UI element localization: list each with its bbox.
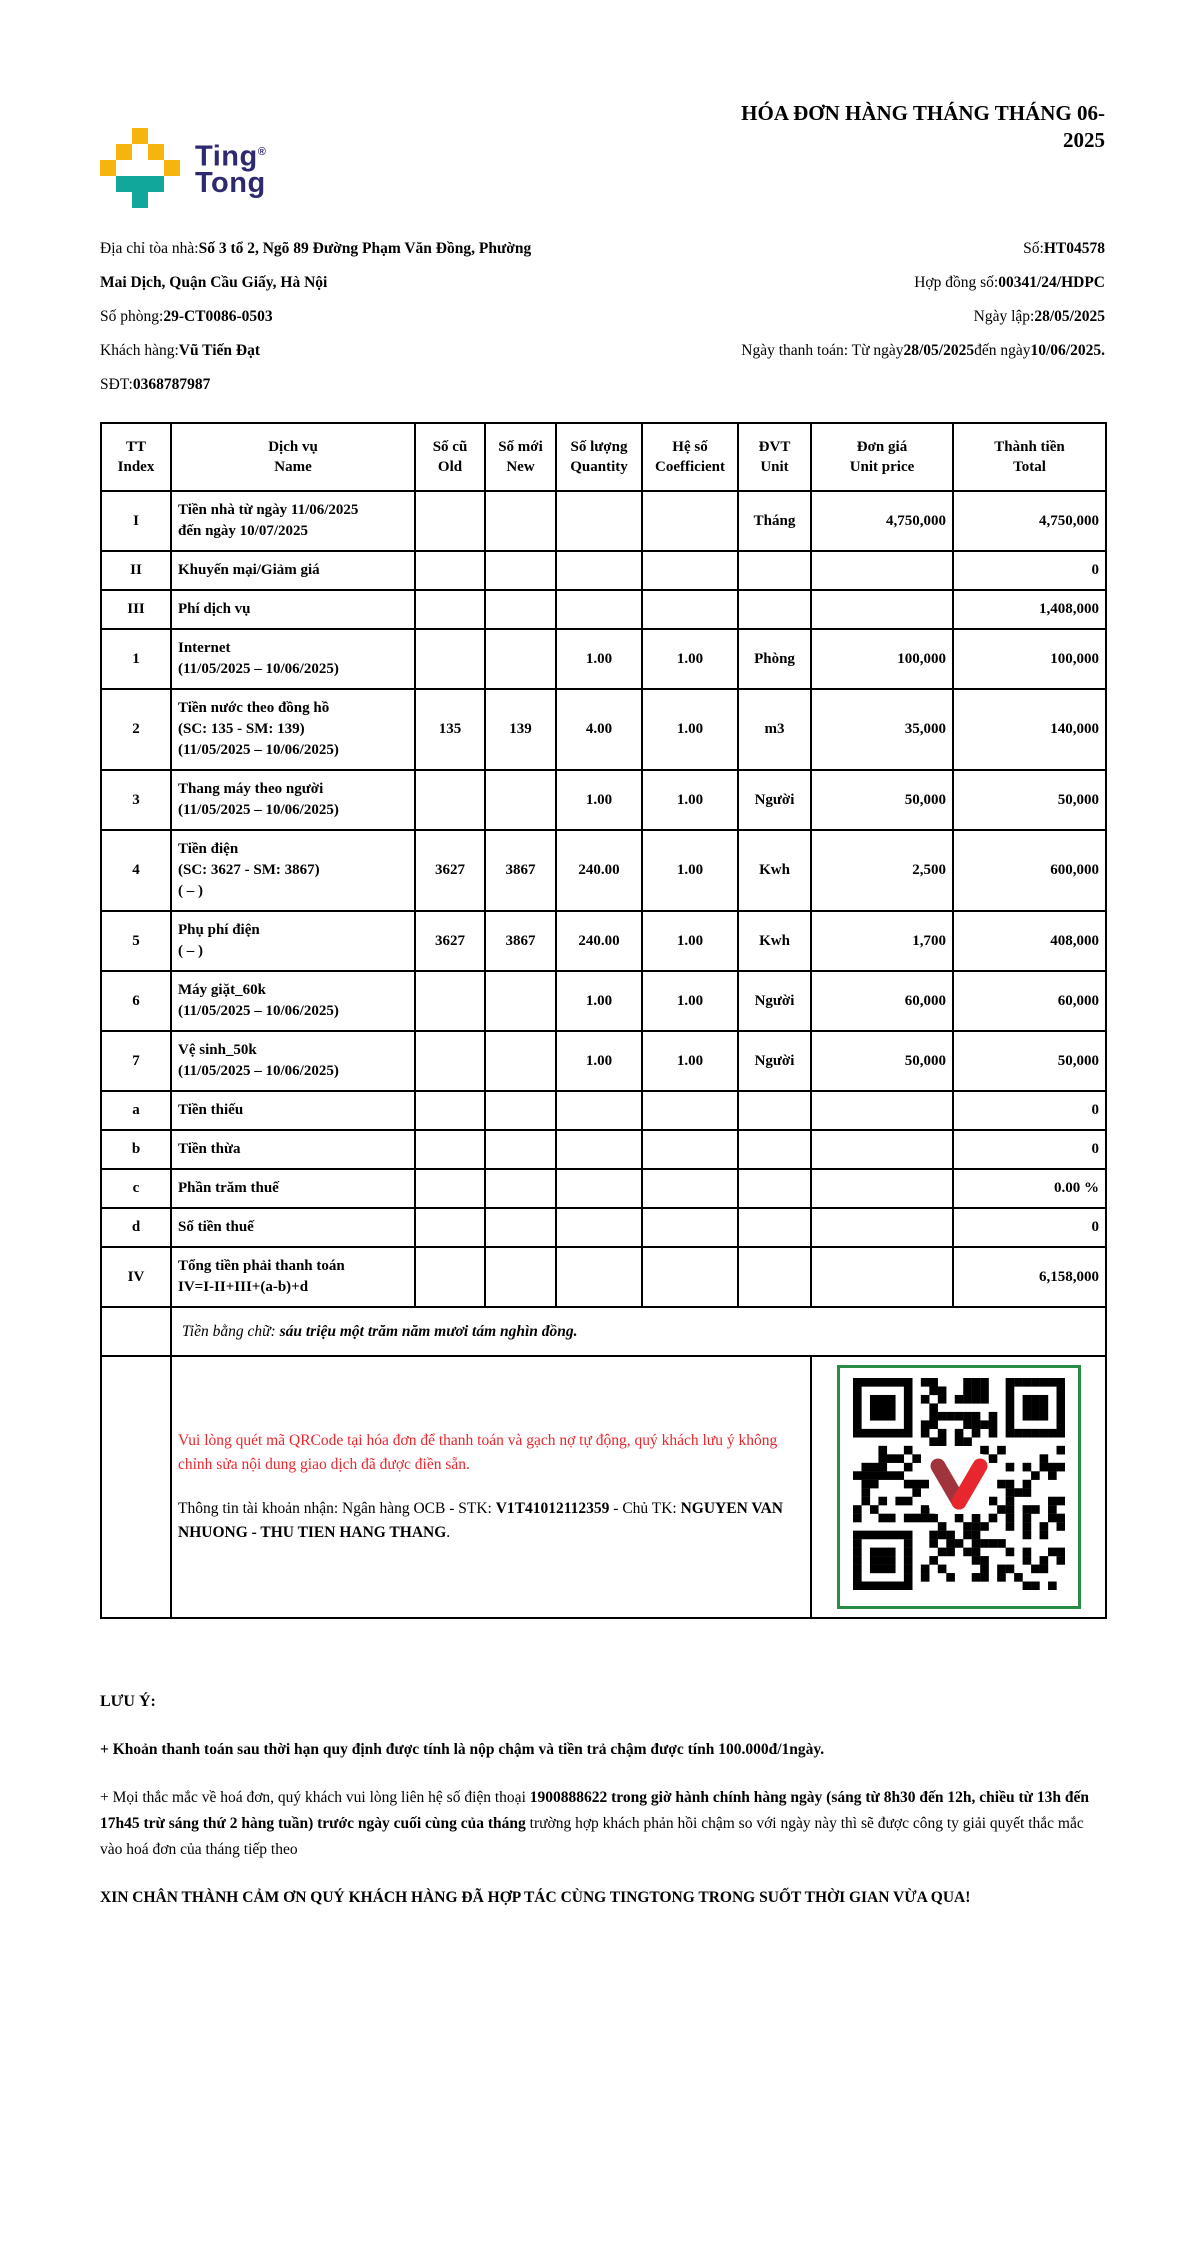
info-line-left [100, 368, 545, 402]
service-name-line: ( – ) [178, 883, 203, 899]
logo-pixel [116, 176, 132, 192]
service-name-line: (11/05/2025 – 10/06/2025) [178, 1003, 339, 1019]
table-row [101, 971, 1106, 1031]
column-header [642, 423, 738, 491]
cell-index: IV [101, 1247, 171, 1307]
cell-coefficient [642, 1130, 738, 1169]
cell-service-name [171, 770, 415, 830]
amount-in-words-label: Tiền bằng chữ: [182, 1323, 280, 1340]
cell-new-reading [485, 971, 556, 1031]
text-segment: V1T41012112359 [495, 1500, 610, 1517]
table-row [101, 911, 1106, 971]
cell-index: 2 [101, 689, 171, 770]
cell-service-name [171, 689, 415, 770]
cell-quantity: 4.00 [556, 689, 642, 770]
cell-total: 0 [953, 1208, 1106, 1247]
cell-unit: Kwh [738, 830, 811, 911]
text-segment: đến ngày [974, 342, 1031, 359]
cell-service-name [171, 971, 415, 1031]
logo-word-1: Ting [195, 140, 258, 173]
column-header [101, 423, 171, 491]
table-row [101, 491, 1106, 551]
text-segment: Số: [1023, 240, 1044, 257]
cell-quantity: 1.00 [556, 1031, 642, 1091]
qr-warning-text: Vui lòng quét mã QRCode tại hóa đơn để thanh toán và gạch nợ tự động, quý khách lưu ý không chỉnh sửa nội dung giao dịch đã được điền sẵn. [178, 1432, 778, 1473]
column-header-line: Name [274, 459, 312, 475]
cell-quantity [556, 491, 642, 551]
service-name-line: Tiền thiếu [178, 1102, 244, 1118]
column-header-line: Index [117, 459, 155, 475]
cell-total: 600,000 [953, 830, 1106, 911]
invoice-title-line-2: 2025 [1063, 128, 1105, 152]
text-segment: NGUYEN VAN NHUONG - THU TIEN HANG THANG [178, 1500, 783, 1541]
cell-old-reading: 3627 [415, 911, 485, 971]
text-segment: 0368787987 [132, 376, 211, 393]
column-header-line: Số mới [498, 439, 543, 455]
cell-service-name [171, 1031, 415, 1091]
cell-service-name [171, 629, 415, 689]
bank-account-text [178, 1497, 804, 1545]
cell-old-reading [415, 629, 485, 689]
invoice-footer [100, 1689, 1105, 1911]
cell-total: 60,000 [953, 971, 1106, 1031]
text-segment: HT04578 [1043, 240, 1105, 257]
cell-unit-price [811, 1208, 953, 1247]
table-header [101, 423, 1106, 491]
cell-new-reading [485, 491, 556, 551]
cell-quantity [556, 551, 642, 590]
cell-new-reading [485, 590, 556, 629]
text-segment: + Khoản thanh toán sau thời hạn quy định được tính là nộp chậm và tiền trả chậm được tính 100.000đ/1ngày. [100, 1741, 825, 1758]
cell-total: 1,408,000 [953, 590, 1106, 629]
empty-cell [101, 1307, 171, 1356]
cell-index: 7 [101, 1031, 171, 1091]
cell-old-reading [415, 1091, 485, 1130]
table-row [101, 1091, 1106, 1130]
cell-unit [738, 1208, 811, 1247]
cell-index: II [101, 551, 171, 590]
cell-total: 6,158,000 [953, 1247, 1106, 1307]
cell-new-reading [485, 1031, 556, 1091]
cell-total: 0 [953, 551, 1106, 590]
footer-thank-you [100, 1885, 1105, 1911]
cell-new-reading [485, 1091, 556, 1130]
logo-word-2: Tong [195, 167, 266, 200]
cell-old-reading [415, 551, 485, 590]
column-header-line: Total [1013, 459, 1046, 475]
cell-unit [738, 551, 811, 590]
cell-service-name [171, 1169, 415, 1208]
service-name-line: Phần trăm thuế [178, 1180, 279, 1196]
cell-total: 0 [953, 1091, 1106, 1130]
cell-index: 5 [101, 911, 171, 971]
cell-quantity [556, 1130, 642, 1169]
column-header [485, 423, 556, 491]
cell-unit-price: 2,500 [811, 830, 953, 911]
footer-heading: LƯU Ý: [100, 1693, 156, 1710]
cell-service-name [171, 590, 415, 629]
cell-quantity: 1.00 [556, 971, 642, 1031]
column-header-line: Hệ số [672, 439, 708, 455]
service-name-line: (SC: 135 - SM: 139) [178, 721, 305, 737]
cell-coefficient: 1.00 [642, 629, 738, 689]
cell-unit-price [811, 1247, 953, 1307]
text-segment: XIN CHÂN THÀNH CẢM ƠN QUÝ KHÁCH HÀNG ĐÃ HỢP TÁC CÙNG TINGTONG TRONG SUỐT THỜI GIAN VỪA QUA! [100, 1889, 971, 1906]
cell-service-name [171, 1208, 415, 1247]
logo-pixel [148, 176, 164, 192]
info-line-right [545, 232, 1105, 266]
text-segment: . [446, 1524, 451, 1541]
column-header-line: New [506, 459, 535, 475]
column-header-line: Unit [760, 459, 789, 475]
tingtong-logo [100, 128, 266, 208]
tingtong-logo-text [195, 139, 266, 198]
service-name-line: Tiền thừa [178, 1141, 241, 1157]
cell-service-name [171, 1091, 415, 1130]
column-header-line: TT [125, 439, 146, 455]
info-line-left [100, 266, 545, 300]
cell-coefficient [642, 1091, 738, 1130]
empty-cell [101, 1356, 171, 1618]
cell-unit-price [811, 1169, 953, 1208]
text-segment: SĐT: [100, 376, 133, 393]
cell-unit [738, 1091, 811, 1130]
cell-quantity [556, 1247, 642, 1307]
amount-in-words-row [101, 1307, 1106, 1356]
table-row [101, 1247, 1106, 1307]
table-row [101, 1130, 1106, 1169]
text-segment: Ngày lập: [973, 308, 1035, 325]
column-header [738, 423, 811, 491]
cell-unit-price: 60,000 [811, 971, 953, 1031]
logo-pixel [132, 176, 148, 192]
column-header-line: Số lượng [570, 439, 628, 455]
column-header-line: Số cũ [432, 439, 468, 455]
cell-new-reading [485, 629, 556, 689]
cell-index: 6 [101, 971, 171, 1031]
cell-coefficient: 1.00 [642, 971, 738, 1031]
column-header-line: Coefficient [655, 459, 725, 475]
cell-unit-price: 35,000 [811, 689, 953, 770]
cell-unit: Tháng [738, 491, 811, 551]
cell-unit-price: 4,750,000 [811, 491, 953, 551]
info-line-left [100, 334, 545, 368]
cell-total: 4,750,000 [953, 491, 1106, 551]
cell-old-reading [415, 971, 485, 1031]
service-name-line: Tổng tiền phải thanh toán [178, 1258, 345, 1274]
cell-total: 50,000 [953, 770, 1106, 830]
service-name-line: Phụ phí điện [178, 922, 260, 938]
service-name-line: Khuyến mại/Giảm giá [178, 562, 320, 578]
cell-unit-price [811, 1091, 953, 1130]
service-name-line: đến ngày 10/07/2025 [178, 523, 309, 539]
cell-unit: m3 [738, 689, 811, 770]
column-header-line: Old [437, 459, 463, 475]
cell-old-reading: 3627 [415, 830, 485, 911]
cell-coefficient [642, 491, 738, 551]
cell-quantity: 1.00 [556, 770, 642, 830]
service-name-line: Máy giặt_60k [178, 982, 266, 998]
text-segment: Số 3 tổ 2, Ngõ 89 Đường Phạm Văn Đồng, Phường [198, 240, 532, 257]
cell-new-reading [485, 770, 556, 830]
amount-in-words-value: sáu triệu một trăm năm mươi tám nghìn đồng. [279, 1323, 578, 1340]
text-segment: 28/05/2025 [903, 342, 975, 359]
cell-unit-price: 100,000 [811, 629, 953, 689]
text-segment: - Chủ TK: [609, 1500, 681, 1517]
cell-old-reading [415, 770, 485, 830]
service-name-line: (SC: 3627 - SM: 3867) [178, 862, 320, 878]
cell-index: I [101, 491, 171, 551]
cell-index: III [101, 590, 171, 629]
cell-unit: Phòng [738, 629, 811, 689]
registered-mark: ® [257, 145, 267, 158]
cell-new-reading: 139 [485, 689, 556, 770]
amount-in-words-cell [171, 1307, 1106, 1356]
table-row [101, 770, 1106, 830]
cell-service-name [171, 830, 415, 911]
table-header-row [101, 423, 1106, 491]
cell-old-reading [415, 1031, 485, 1091]
cell-index: 1 [101, 629, 171, 689]
text-segment: trường hợp khách phản hồi chậm so với ngày này thì sẽ được công ty giải quyết thắc mắc vào hoá đơn của tháng tiếp theo [100, 1815, 1084, 1858]
table-row [101, 1031, 1106, 1091]
tingtong-logo-icon [100, 128, 180, 208]
text-segment: Ngày thanh toán: Từ ngày [741, 342, 904, 359]
cell-unit-price: 1,700 [811, 911, 953, 971]
text-segment: 00341/24/HDPC [998, 274, 1105, 291]
cell-unit [738, 590, 811, 629]
qr-code-svg [853, 1378, 1065, 1590]
cell-coefficient [642, 1247, 738, 1307]
column-header-line: Quantity [570, 459, 628, 475]
text-segment: Số phòng: [100, 308, 164, 325]
footer-note-late-fee [100, 1737, 1105, 1763]
column-header-line: Đơn giá [856, 439, 908, 455]
service-name-line: Internet [178, 640, 231, 656]
cell-total: 0 [953, 1130, 1106, 1169]
logo-pixel [164, 160, 180, 176]
info-line-right [545, 334, 1105, 368]
column-header-line: Dịch vụ [268, 439, 318, 455]
service-name-line: Tiền nước theo đồng hồ [178, 700, 330, 716]
service-name-line: Thang máy theo người [178, 781, 324, 797]
column-header-line: Thành tiền [994, 439, 1065, 455]
service-name-line: Số tiền thuế [178, 1219, 254, 1235]
service-name-line: Tiền nhà từ ngày 11/06/2025 [178, 502, 359, 518]
text-segment: Thông tin tài khoản nhận: Ngân hàng OCB - STK: [178, 1500, 496, 1517]
cell-quantity [556, 1169, 642, 1208]
cell-unit-price: 50,000 [811, 770, 953, 830]
cell-coefficient: 1.00 [642, 689, 738, 770]
cell-old-reading [415, 1130, 485, 1169]
cell-coefficient: 1.00 [642, 770, 738, 830]
service-name-line: ( – ) [178, 943, 203, 959]
invoice-table [100, 422, 1107, 1619]
invoice-title-line-1: HÓA ĐƠN HÀNG THÁNG THÁNG 06- [741, 101, 1105, 125]
table-row [101, 590, 1106, 629]
cell-unit: Kwh [738, 911, 811, 971]
cell-service-name [171, 1247, 415, 1307]
text-segment: 10/06/2025. [1030, 342, 1105, 359]
invoice-title [741, 100, 1105, 154]
logo-pixel [100, 160, 116, 176]
cell-old-reading [415, 1247, 485, 1307]
cell-coefficient: 1.00 [642, 830, 738, 911]
cell-index: 4 [101, 830, 171, 911]
logo-pixel [148, 144, 164, 160]
text-segment: Hợp đồng số: [914, 274, 999, 291]
cell-service-name [171, 1130, 415, 1169]
column-header [415, 423, 485, 491]
cell-unit-price [811, 590, 953, 629]
qr-frame [837, 1365, 1081, 1609]
cell-unit [738, 1130, 811, 1169]
table-row [101, 629, 1106, 689]
table-row [101, 830, 1106, 911]
cell-total: 50,000 [953, 1031, 1106, 1091]
cell-coefficient [642, 1169, 738, 1208]
info-line-left [100, 232, 545, 266]
text-segment: trước ngày cuối cùng của tháng [317, 1815, 526, 1832]
cell-unit-price [811, 551, 953, 590]
table-row [101, 1208, 1106, 1247]
cell-new-reading: 3867 [485, 911, 556, 971]
table-row [101, 551, 1106, 590]
cell-new-reading [485, 1247, 556, 1307]
table-row [101, 689, 1106, 770]
qr-code [853, 1378, 1065, 1597]
cell-new-reading [485, 1208, 556, 1247]
cell-index: d [101, 1208, 171, 1247]
cell-total: 0.00 % [953, 1169, 1106, 1208]
column-header [953, 423, 1106, 491]
cell-index: 3 [101, 770, 171, 830]
cell-old-reading [415, 1208, 485, 1247]
service-name-line: Phí dịch vụ [178, 601, 251, 617]
cell-service-name [171, 911, 415, 971]
service-name-line: (11/05/2025 – 10/06/2025) [178, 742, 339, 758]
cell-quantity: 1.00 [556, 629, 642, 689]
text-segment: 28/05/2025 [1034, 308, 1105, 325]
cell-coefficient [642, 1208, 738, 1247]
cell-unit-price: 50,000 [811, 1031, 953, 1091]
text-segment: Mai Dịch, Quận Cầu Giấy, Hà Nội [100, 274, 328, 291]
column-header [556, 423, 642, 491]
cell-total: 408,000 [953, 911, 1106, 971]
cell-new-reading: 3867 [485, 830, 556, 911]
text-segment: Khách hàng: [100, 342, 179, 359]
cell-new-reading [485, 551, 556, 590]
service-name-line: (11/05/2025 – 10/06/2025) [178, 802, 339, 818]
cell-quantity: 240.00 [556, 830, 642, 911]
text-segment: 29-CT0086-0503 [163, 308, 273, 325]
cell-service-name [171, 551, 415, 590]
info-line-right [545, 266, 1105, 300]
cell-quantity [556, 1208, 642, 1247]
cell-old-reading [415, 491, 485, 551]
service-name-line: IV=I-II+III+(a-b)+d [178, 1279, 309, 1295]
cell-service-name [171, 491, 415, 551]
cell-old-reading [415, 1169, 485, 1208]
column-header-line: ĐVT [758, 439, 791, 455]
cell-index: b [101, 1130, 171, 1169]
column-header [171, 423, 415, 491]
cell-unit: Người [738, 770, 811, 830]
table-body [101, 491, 1106, 1307]
column-header [811, 423, 953, 491]
cell-total: 100,000 [953, 629, 1106, 689]
logo-pixel [116, 144, 132, 160]
cell-coefficient: 1.00 [642, 1031, 738, 1091]
cell-index: c [101, 1169, 171, 1208]
cell-unit [738, 1169, 811, 1208]
cell-total: 140,000 [953, 689, 1106, 770]
cell-new-reading [485, 1169, 556, 1208]
cell-quantity [556, 1091, 642, 1130]
cell-unit: Người [738, 1031, 811, 1091]
info-line-right [545, 368, 1105, 402]
cell-index: a [101, 1091, 171, 1130]
text-segment: Vũ Tiến Đạt [178, 342, 261, 359]
cell-old-reading [415, 590, 485, 629]
service-name-line: (11/05/2025 – 10/06/2025) [178, 661, 339, 677]
qr-payment-row [101, 1356, 1106, 1618]
invoice-header [100, 100, 1105, 208]
footer-note-hotline [100, 1785, 1105, 1863]
cell-coefficient [642, 551, 738, 590]
payment-instructions-cell [171, 1356, 811, 1618]
cell-coefficient: 1.00 [642, 911, 738, 971]
cell-quantity: 240.00 [556, 911, 642, 971]
cell-unit [738, 1247, 811, 1307]
column-header-line: Unit price [849, 459, 915, 475]
text-segment: + Mọi thắc mắc về hoá đơn, quý khách vui lòng liên hệ số điện thoại [100, 1789, 530, 1806]
text-segment: 1900888622 trong giờ hành chính hàng ngày (sáng từ 8h30 đến 12h, chiều từ 13h đến 17h45 trừ sáng thứ 2 hàng tuần) [100, 1789, 1089, 1832]
invoice-info-block [100, 232, 1105, 402]
qr-code-cell [811, 1356, 1106, 1618]
cell-old-reading: 135 [415, 689, 485, 770]
service-name-line: (11/05/2025 – 10/06/2025) [178, 1063, 339, 1079]
cell-unit: Người [738, 971, 811, 1031]
logo-pixel [132, 192, 148, 208]
cell-new-reading [485, 1130, 556, 1169]
cell-unit-price [811, 1130, 953, 1169]
cell-quantity [556, 590, 642, 629]
info-line-right [545, 300, 1105, 334]
service-name-line: Tiền điện [178, 841, 239, 857]
cell-coefficient [642, 590, 738, 629]
table-row [101, 1169, 1106, 1208]
text-segment: Địa chỉ tòa nhà: [100, 240, 199, 257]
info-line-left [100, 300, 545, 334]
service-name-line: Vệ sinh_50k [178, 1042, 257, 1058]
logo-pixel [132, 128, 148, 144]
